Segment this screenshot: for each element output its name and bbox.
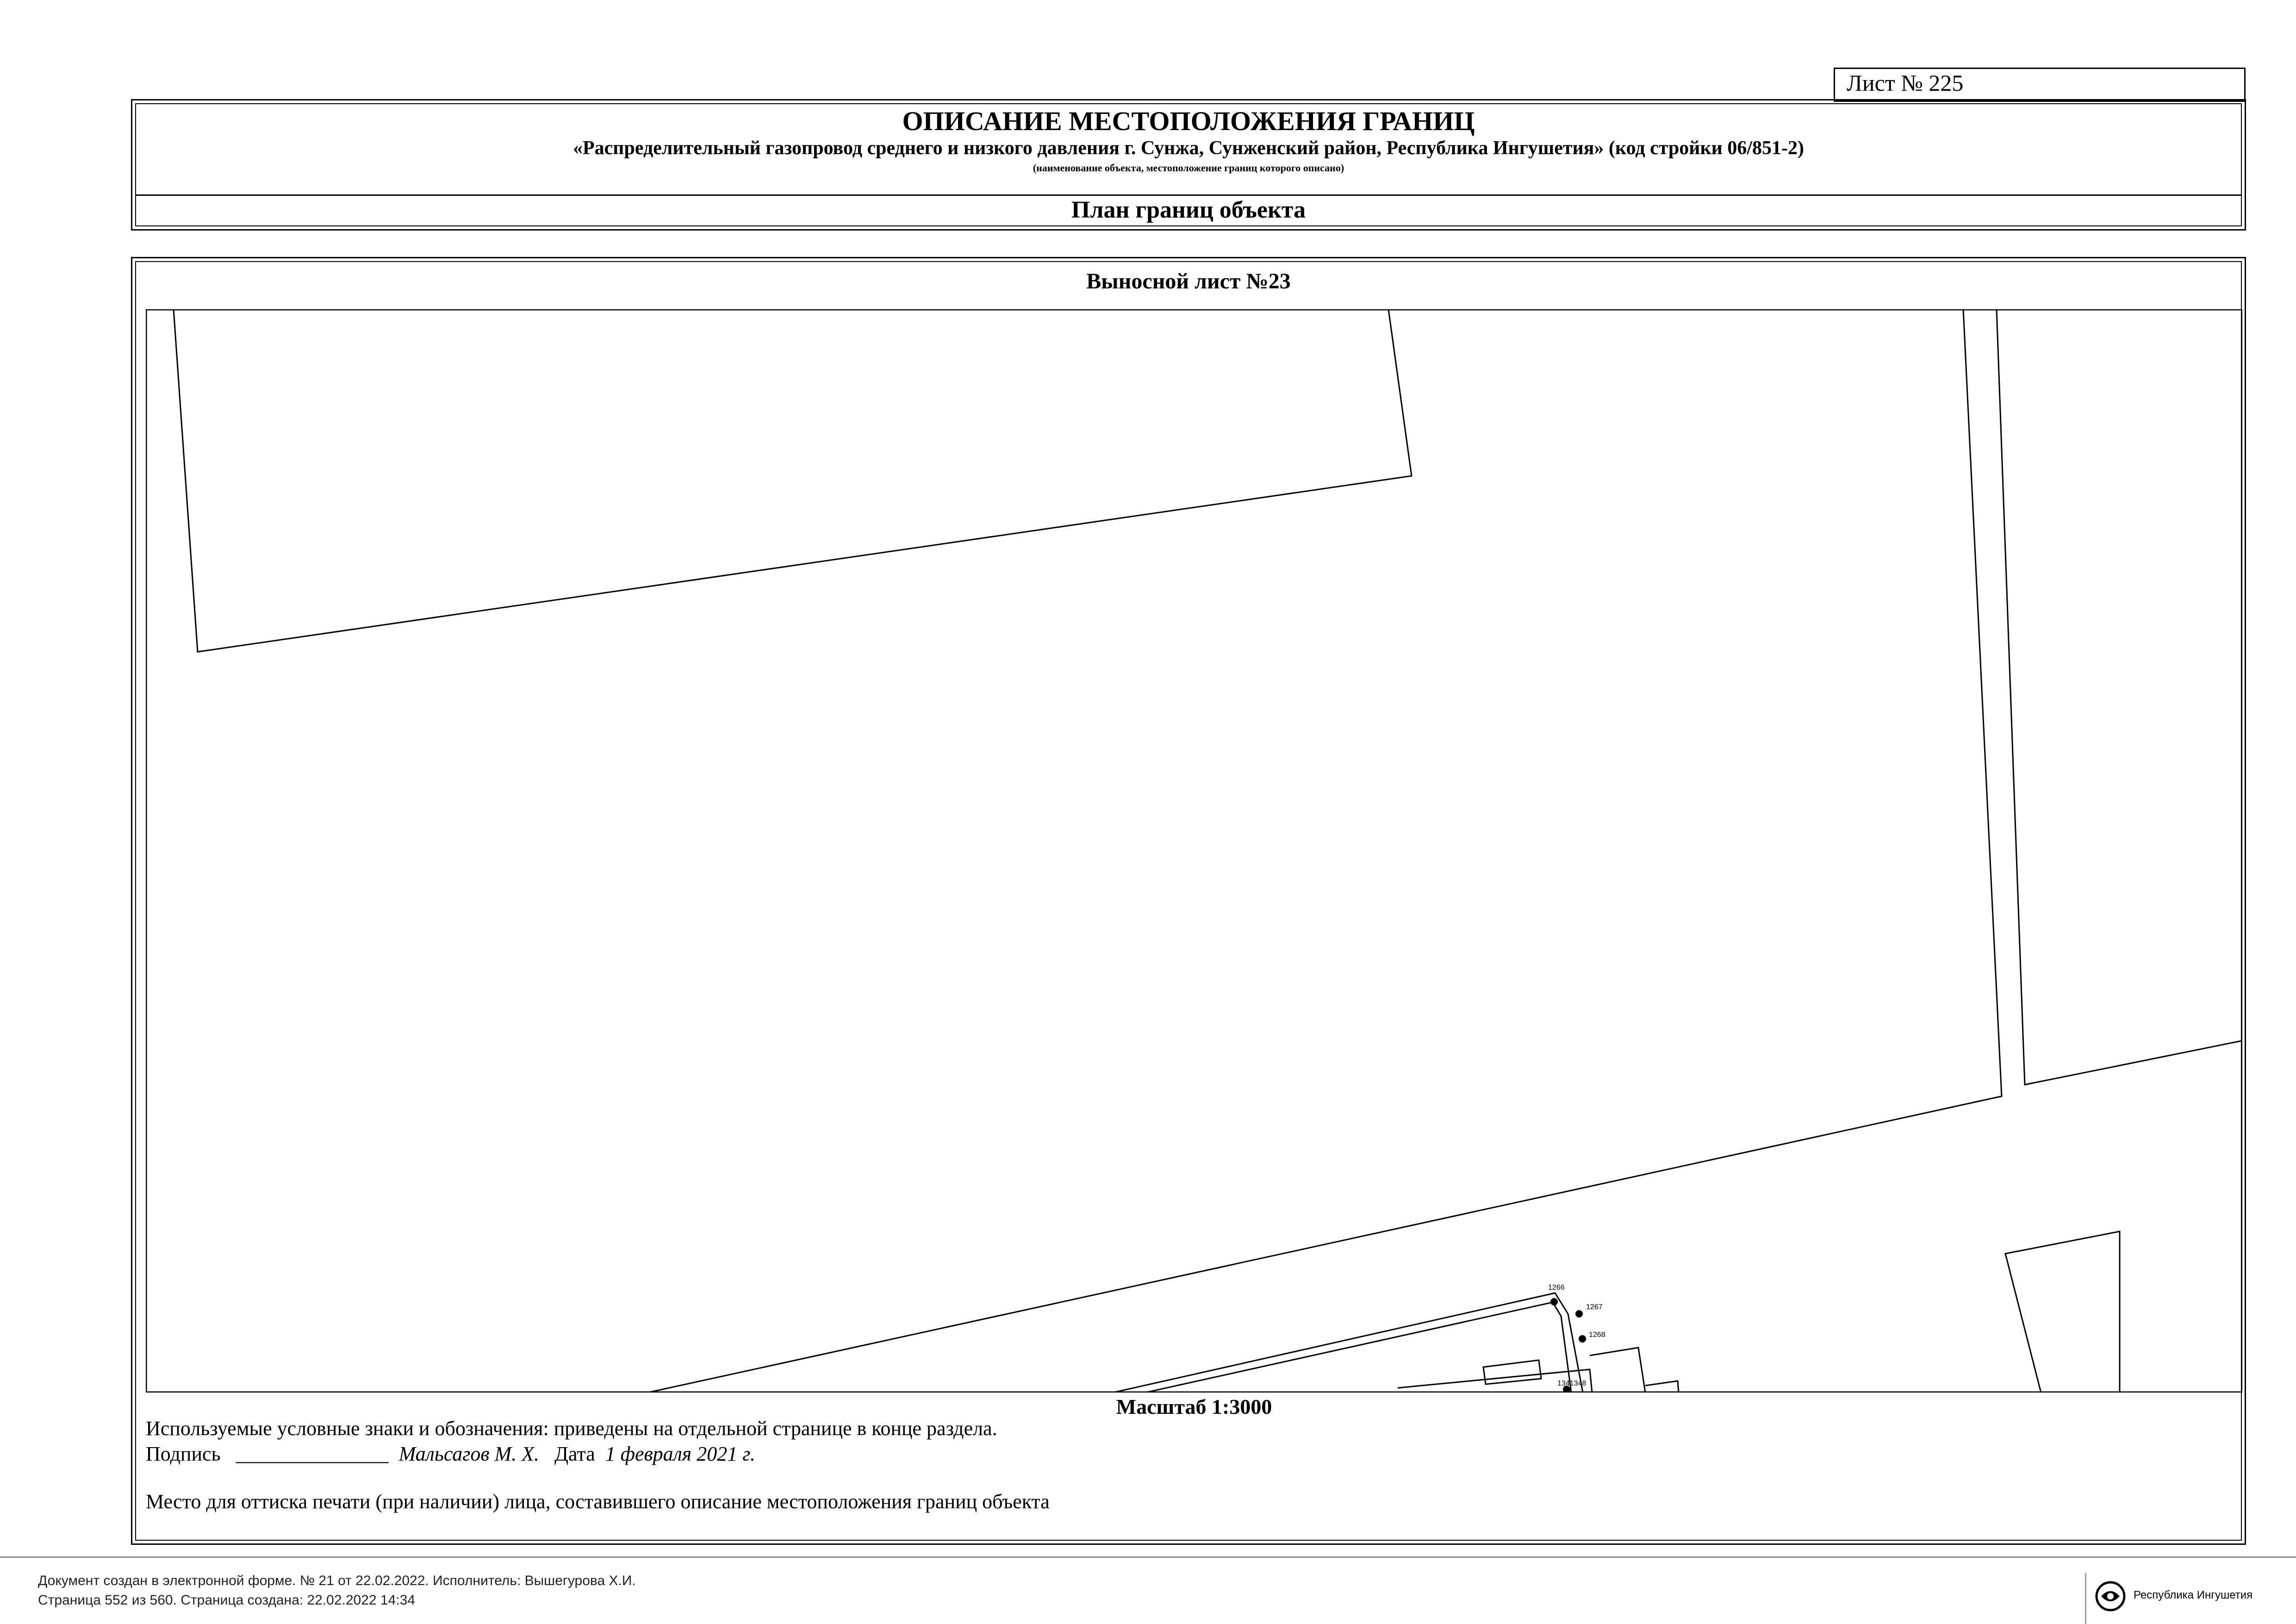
signer-name: Мальсагов М. Х. <box>398 1443 540 1465</box>
footer-vertical-divider <box>2085 1573 2086 1624</box>
document-title: ОПИСАНИЕ МЕСТОПОЛОЖЕНИЯ ГРАНИЦ <box>902 106 1475 136</box>
boundary-point <box>1550 1298 1558 1305</box>
detail-sheet-title: Выносной лист №23 <box>1086 269 1291 294</box>
map-scale: Масштаб 1:3000 <box>1116 1395 1272 1418</box>
document-meta-line1: Документ создан в электронной форме. № 21 от 22.02.2022. Исполнитель: Вышегурова Х.И. <box>38 1573 636 1588</box>
document-meta-line2: Страница 552 из 560. Страница создана: 22.02.2022 14:34 <box>38 1593 416 1608</box>
parcel-boundary-bottom-right <box>2005 1231 2120 1393</box>
footer-divider <box>0 1556 2296 1558</box>
boundary-point <box>1579 1335 1586 1343</box>
plan-title: План границ объекта <box>1071 197 1306 223</box>
small-parcel-d <box>1645 1381 1679 1393</box>
signature-label: Подпись <box>146 1443 221 1465</box>
boundary-point <box>1575 1310 1583 1318</box>
object-name: «Распределительный газопровод среднего и низкого давления г. Сунжа, Сунженский район, Республика Ингушетия» (код стройки 06/851-2) <box>573 137 1804 159</box>
stamp-note: Место для оттиска печати (при наличии) лица, составившего описание местоположения границ объекта <box>146 1490 1050 1513</box>
map-viewport-border <box>146 310 2242 1392</box>
point-label: 1266 <box>1548 1284 1565 1292</box>
parcel-boundary-right <box>1997 309 2242 1085</box>
parcel-boundary-top-left <box>174 309 1412 652</box>
header-divider <box>135 194 2242 196</box>
small-parcel-b <box>1483 1360 1541 1384</box>
object-name-note: (наименование объекта, местоположение границ которого описано) <box>1033 162 1344 174</box>
signature-blank: _______________ <box>236 1443 389 1465</box>
parcel-boundary-main <box>648 309 2002 1393</box>
date-value: 1 февраля 2021 г. <box>605 1443 755 1465</box>
signature-line <box>146 1442 755 1466</box>
legend-note: Используемые условные знаки и обозначения: приведены на отдельной странице в конце раздела. <box>146 1417 997 1440</box>
date-label: Дата <box>554 1443 595 1465</box>
region-emblem-icon <box>2092 1578 2129 1615</box>
point-label: 1268 <box>1589 1331 1605 1339</box>
small-parcel-c <box>1590 1348 1645 1393</box>
point-label: 1267 <box>1586 1303 1603 1311</box>
gas-line-strip-inner <box>1145 1302 1571 1393</box>
gas-line-strip-outer <box>1113 1293 1583 1393</box>
boundary-map <box>146 309 2242 1393</box>
region-name: Республика Ингушетия <box>2134 1589 2253 1601</box>
point-label: 1341348 <box>1557 1380 1587 1387</box>
sheet-number: Лист № 225 <box>1847 70 1964 96</box>
